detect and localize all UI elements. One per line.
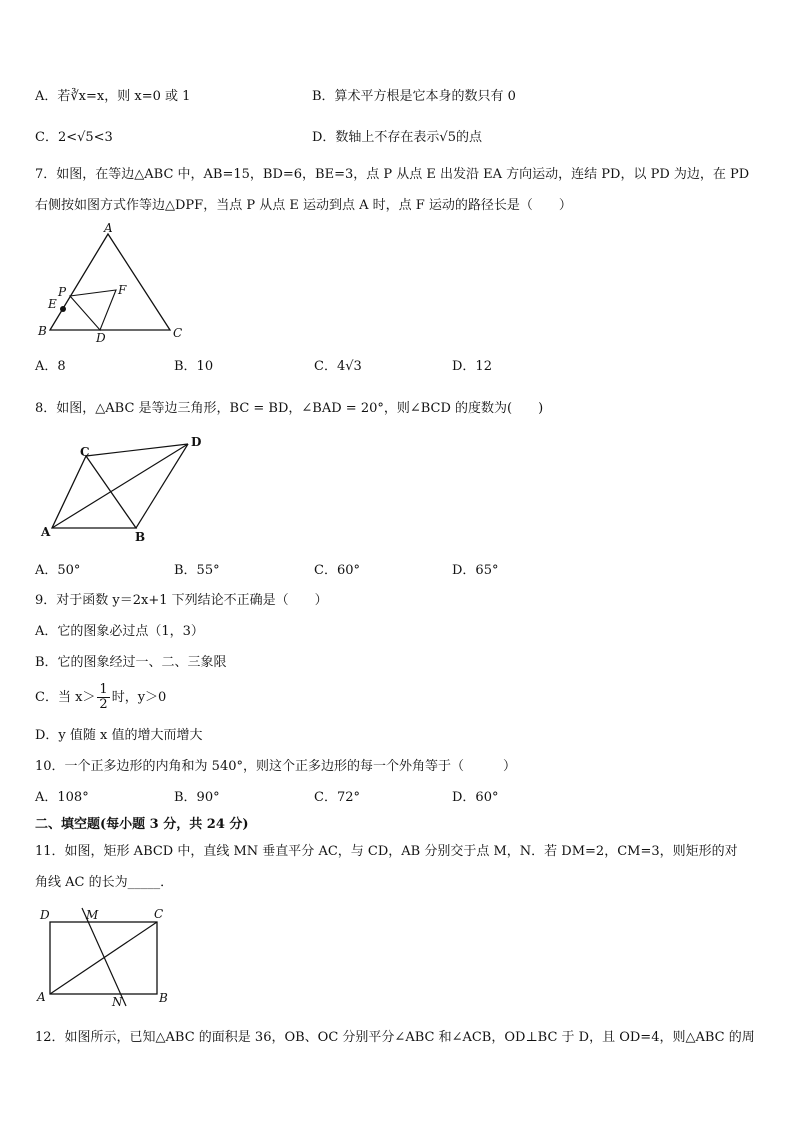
- q11-label-1: M: [86, 908, 99, 922]
- q11-stem-line2: 角线 AC 的长为_____．: [35, 875, 174, 890]
- q7-triangle-abc: [50, 234, 170, 330]
- q8-option-c: C．60°: [314, 563, 360, 578]
- q7-option-a: A．8: [35, 359, 66, 374]
- q11-label-0: D: [40, 908, 50, 922]
- q8-option-b: B．55°: [174, 563, 220, 578]
- q7-label-0: A: [104, 221, 113, 235]
- q8-segment-cd: [86, 444, 188, 456]
- q8-figure: [36, 435, 216, 548]
- q11-label-2: C: [154, 907, 164, 921]
- q7-option-c: C．4√3: [314, 359, 362, 374]
- q8-label-1: D: [191, 435, 202, 449]
- q7-option-b: B．10: [174, 359, 214, 374]
- q10-stem: 10．一个正多边形的内角和为 540°，则这个正多边形的每一个外角等于（ ）: [35, 759, 516, 774]
- q10-option-d: D．60°: [452, 790, 499, 805]
- q7-label-3: E: [48, 297, 57, 311]
- q12-stem-line1: 12．如图所示，已知△ABC 的面积是 36，OB、OC 分别平分∠ABC 和∠ACB，OD⊥BC 于 D，且 OD=4，则△ABC 的周: [35, 1030, 755, 1045]
- q7-label-5: D: [96, 331, 106, 345]
- q11-label-4: N: [112, 995, 123, 1009]
- q6-option-d: D．数轴上不存在表示√5的点: [312, 130, 482, 145]
- q10-option-a: A．108°: [35, 790, 89, 805]
- q6-option-c: C．2<√5<3: [35, 130, 113, 145]
- q11-stem-line1: 11．如图，矩形 ABCD 中，直线 MN 垂直平分 AC，与 CD，AB 分别交于点 M，N．若 DM=2，CM=3，则矩形的对: [35, 844, 738, 859]
- section-2-heading: 二、填空题(每小题 3 分，共 24 分): [35, 817, 249, 832]
- q7-triangle-dpf: [70, 290, 116, 330]
- q7-figure-equilateral-triangle: [30, 220, 200, 352]
- q9-option-c: [35, 680, 166, 716]
- q8-label-3: B: [135, 530, 146, 544]
- q7-label-2: F: [118, 283, 127, 297]
- q6-option-a: A．若∛x=x，则 x=0 或 1: [35, 89, 191, 104]
- q9-stem: 9．对于函数 y＝2x+1 下列结论不正确是（ ）: [35, 593, 328, 608]
- q7-point-e: [60, 306, 66, 312]
- q9-option-d: D．y 值随 x 值的增大而增大: [35, 728, 203, 743]
- q7-stem-line2: 右侧按如图方式作等边△DPF，当点 P 从点 E 运动到点 A 时，点 F 运动的路径长是（ ）: [35, 198, 572, 213]
- q8-triangle-abc: [52, 456, 136, 528]
- q11-label-5: B: [159, 991, 168, 1005]
- q9-option-c-fraction: [97, 683, 109, 712]
- q10-option-b: B．90°: [174, 790, 220, 805]
- q7-option-d: D．12: [452, 359, 492, 374]
- q8-option-d: D．65°: [452, 563, 499, 578]
- q9-option-c-suffix: 时，y＞0: [111, 690, 167, 705]
- q9-option-a: A．它的图象必过点（1，3）: [35, 624, 204, 639]
- q8-option-a: A．50°: [35, 563, 81, 578]
- q8-stem: 8．如图，△ABC 是等边三角形，BC = BD，∠BAD = 20°，则∠BCD 的度数为( ): [35, 401, 544, 416]
- q9-option-c-prefix: C．当 x＞: [35, 690, 96, 705]
- q8-label-0: C: [80, 445, 90, 459]
- q7-label-1: P: [58, 285, 67, 299]
- q11-label-3: A: [37, 990, 46, 1004]
- q8-label-2: A: [41, 525, 51, 539]
- q10-option-c: C．72°: [314, 790, 360, 805]
- q8-segment-bd: [136, 444, 188, 528]
- q9-option-b: B．它的图象经过一、二、三象限: [35, 655, 227, 670]
- q11-diagonal-ac: [50, 922, 157, 994]
- q11-figure-rectangle: [32, 902, 182, 1018]
- q7-label-6: C: [173, 326, 183, 340]
- q11-line-mn: [82, 908, 126, 1006]
- q7-label-4: B: [38, 324, 47, 338]
- fraction-denominator: 2: [99, 697, 108, 712]
- fraction-numerator: 1: [99, 682, 108, 697]
- q7-stem-line1: 7．如图，在等边△ABC 中，AB=15，BD=6，BE=3，点 P 从点 E 出发沿 EA 方向运动，连结 PD，以 PD 为边，在 PD: [35, 167, 750, 182]
- q6-option-b: B．算术平方根是它本身的数只有 0: [312, 89, 516, 104]
